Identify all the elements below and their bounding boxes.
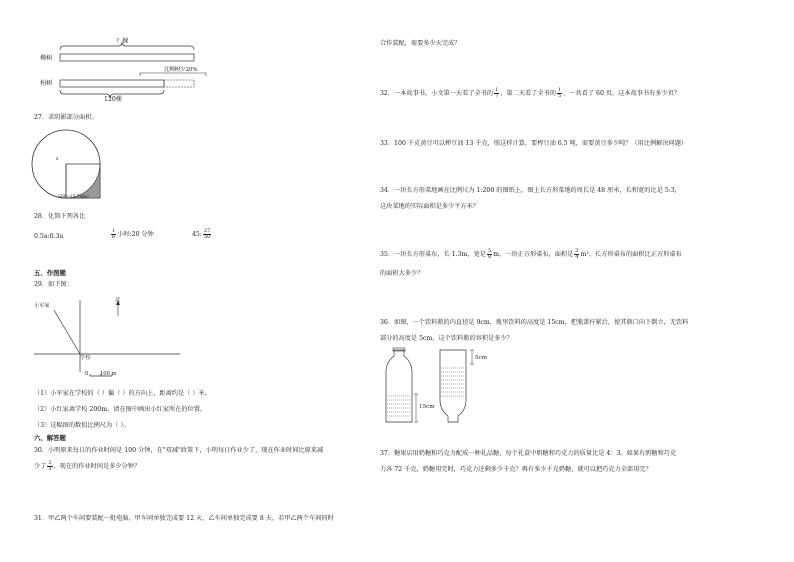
q29-sub3: （3）这幅图的数值比例尺为（ ）。 (34, 422, 130, 429)
q31-line1: 31．甲乙两个车间要装配一批电脑，甲车间单独完成要 12 天，乙车间单独完成要 8 天。若甲乙两个车间同时 (34, 515, 334, 522)
q35-f2-n: 3 (575, 248, 579, 254)
q32-f1-d: 7 (495, 93, 499, 99)
section5-title: 五、作图题 (34, 269, 66, 277)
q37-line2: 力各 72 千克，奶糖用完时，巧克力还剩多少千克？再有多少千克奶糖，就可以把巧克力全部用完？ (380, 466, 652, 473)
q28-item2 (110, 229, 154, 240)
q28-item2-rest: 小时:20 分钟 (117, 231, 154, 238)
q32-pre: 32．一本故事书，小文第一天看了全书的 (380, 90, 494, 97)
bar-row2-label: 柏树 (40, 80, 53, 87)
q32-f1-n: 1 (495, 87, 499, 93)
q30-line2-post: ，现在的作业时间是多少分钟？ (53, 463, 141, 470)
q27-circle-svg (30, 126, 110, 206)
q32-post: ，一共看了 60 页，这本故事书有多少页？ (563, 90, 681, 97)
section6-title: 六、解答题 (34, 434, 66, 442)
q30-frac-d: 5 (48, 466, 52, 472)
q30-frac-n: 2 (48, 460, 52, 466)
q35-line1 (380, 249, 682, 260)
q35-f1-n: 5 (487, 248, 492, 254)
bar-bottom-label: 120棵 (104, 96, 122, 103)
q29-scale-value: 100 m (100, 371, 117, 377)
q35-mid: m，一块正方形桌布，面积是 (493, 251, 574, 258)
q29-title: 29．如下图： (34, 281, 73, 288)
q34-line1: 34．一块长方形菜地画在比例尺为 1:200 的图纸上，图上长方形菜地的周长是 48 厘米，长和宽的比是 5:3， (380, 187, 681, 194)
q28-item3 (192, 229, 212, 240)
q35-f2-d: 4 (575, 254, 579, 260)
q29-school-label: 学校 (80, 355, 91, 361)
q29-north-label: 北 (115, 297, 121, 303)
q30-line1: 30．小明原来每日的作业时间是 100 分钟，在"双减"政策下，小明每日作业少了，现在作业时间比原来减 (34, 447, 324, 454)
q35-pre: 35．一块长方形桌布，长 1.3m，宽是 (380, 251, 486, 258)
q28-item1: 0.5a:0.3a (34, 233, 64, 240)
q27-side-label: s (56, 156, 59, 162)
bar-top-label: ？棵 (116, 38, 129, 45)
q35-post: m²。长方形桌布的面积比正方形桌布 (580, 251, 682, 258)
q34-line2: 这块菜地的实际面积是多少平方米？ (380, 203, 479, 210)
q28-item3-frac-n: 27 (203, 228, 211, 234)
q33-text: 33．100 千克黄豆可以榨豆油 13 千克，照这样计算，要榨豆油 6.5 吨，需要黄豆多少吨？（用比例解决问题） (380, 140, 688, 147)
q35-f1-d: 8 (487, 254, 492, 260)
q32-f2-d: 5 (557, 93, 562, 99)
q28-item2-frac-n: 1 (112, 228, 116, 234)
q28-item2-frac-d: 6 (112, 234, 116, 240)
q29-sub2: （2）小红家离学校 200m，请在图中画出小红家所在的位置。 (34, 406, 207, 413)
bar-row1-label: 柳树 (40, 55, 53, 62)
q31-line2: 合作装配，需要多少天完成？ (380, 40, 461, 47)
q27-text: 27．求阴影部分面积。 (34, 114, 98, 121)
q30-line2 (34, 461, 140, 472)
q36-label-15cm: 15cm (419, 404, 435, 410)
q29-scale-zero: 0 (85, 371, 89, 377)
q36-line1: 36．如图，一个饮料瓶的内直径是 9cm，瓶里饮料的高度是 15cm，把瓶盖拧紧后，使其瓶口向下倒立，无饮料 (380, 319, 689, 326)
q29-map-svg (30, 292, 190, 382)
q36-line2: 部分的高度是 5cm，这个饮料瓶的容积是多少？ (380, 335, 513, 342)
q27-area-label: S圆=15.7dm² (58, 195, 89, 200)
q28-item3-whole: 45: (192, 231, 202, 238)
q32-text (380, 88, 680, 99)
q28-title: 28．化简下列各比 (34, 213, 86, 220)
q30-line2-pre: 少了 (34, 463, 47, 470)
q28-item3-frac-d: 50 (203, 234, 211, 240)
q32-f2-n: 1 (557, 87, 562, 93)
q36-label-5cm: 5cm (475, 355, 487, 361)
q29-home-label: 小军家 (34, 303, 50, 309)
q37-line1: 37．糖果店用奶糖和巧克力配成一种礼品糖，每个礼盒中奶糖和巧克力的质量比是 4：3。如果有奶糖和巧克 (380, 450, 677, 457)
q29-sub1: （1）小军家在学校的（ ）偏（ ）的方向上，距离约是（ ）米。 (34, 390, 211, 397)
q35-line2: 的面积大多少？ (380, 270, 424, 277)
q32-mid: ，第二天看了全书的 (500, 90, 556, 97)
bar-right-note: 比柳树少20% (164, 67, 198, 73)
